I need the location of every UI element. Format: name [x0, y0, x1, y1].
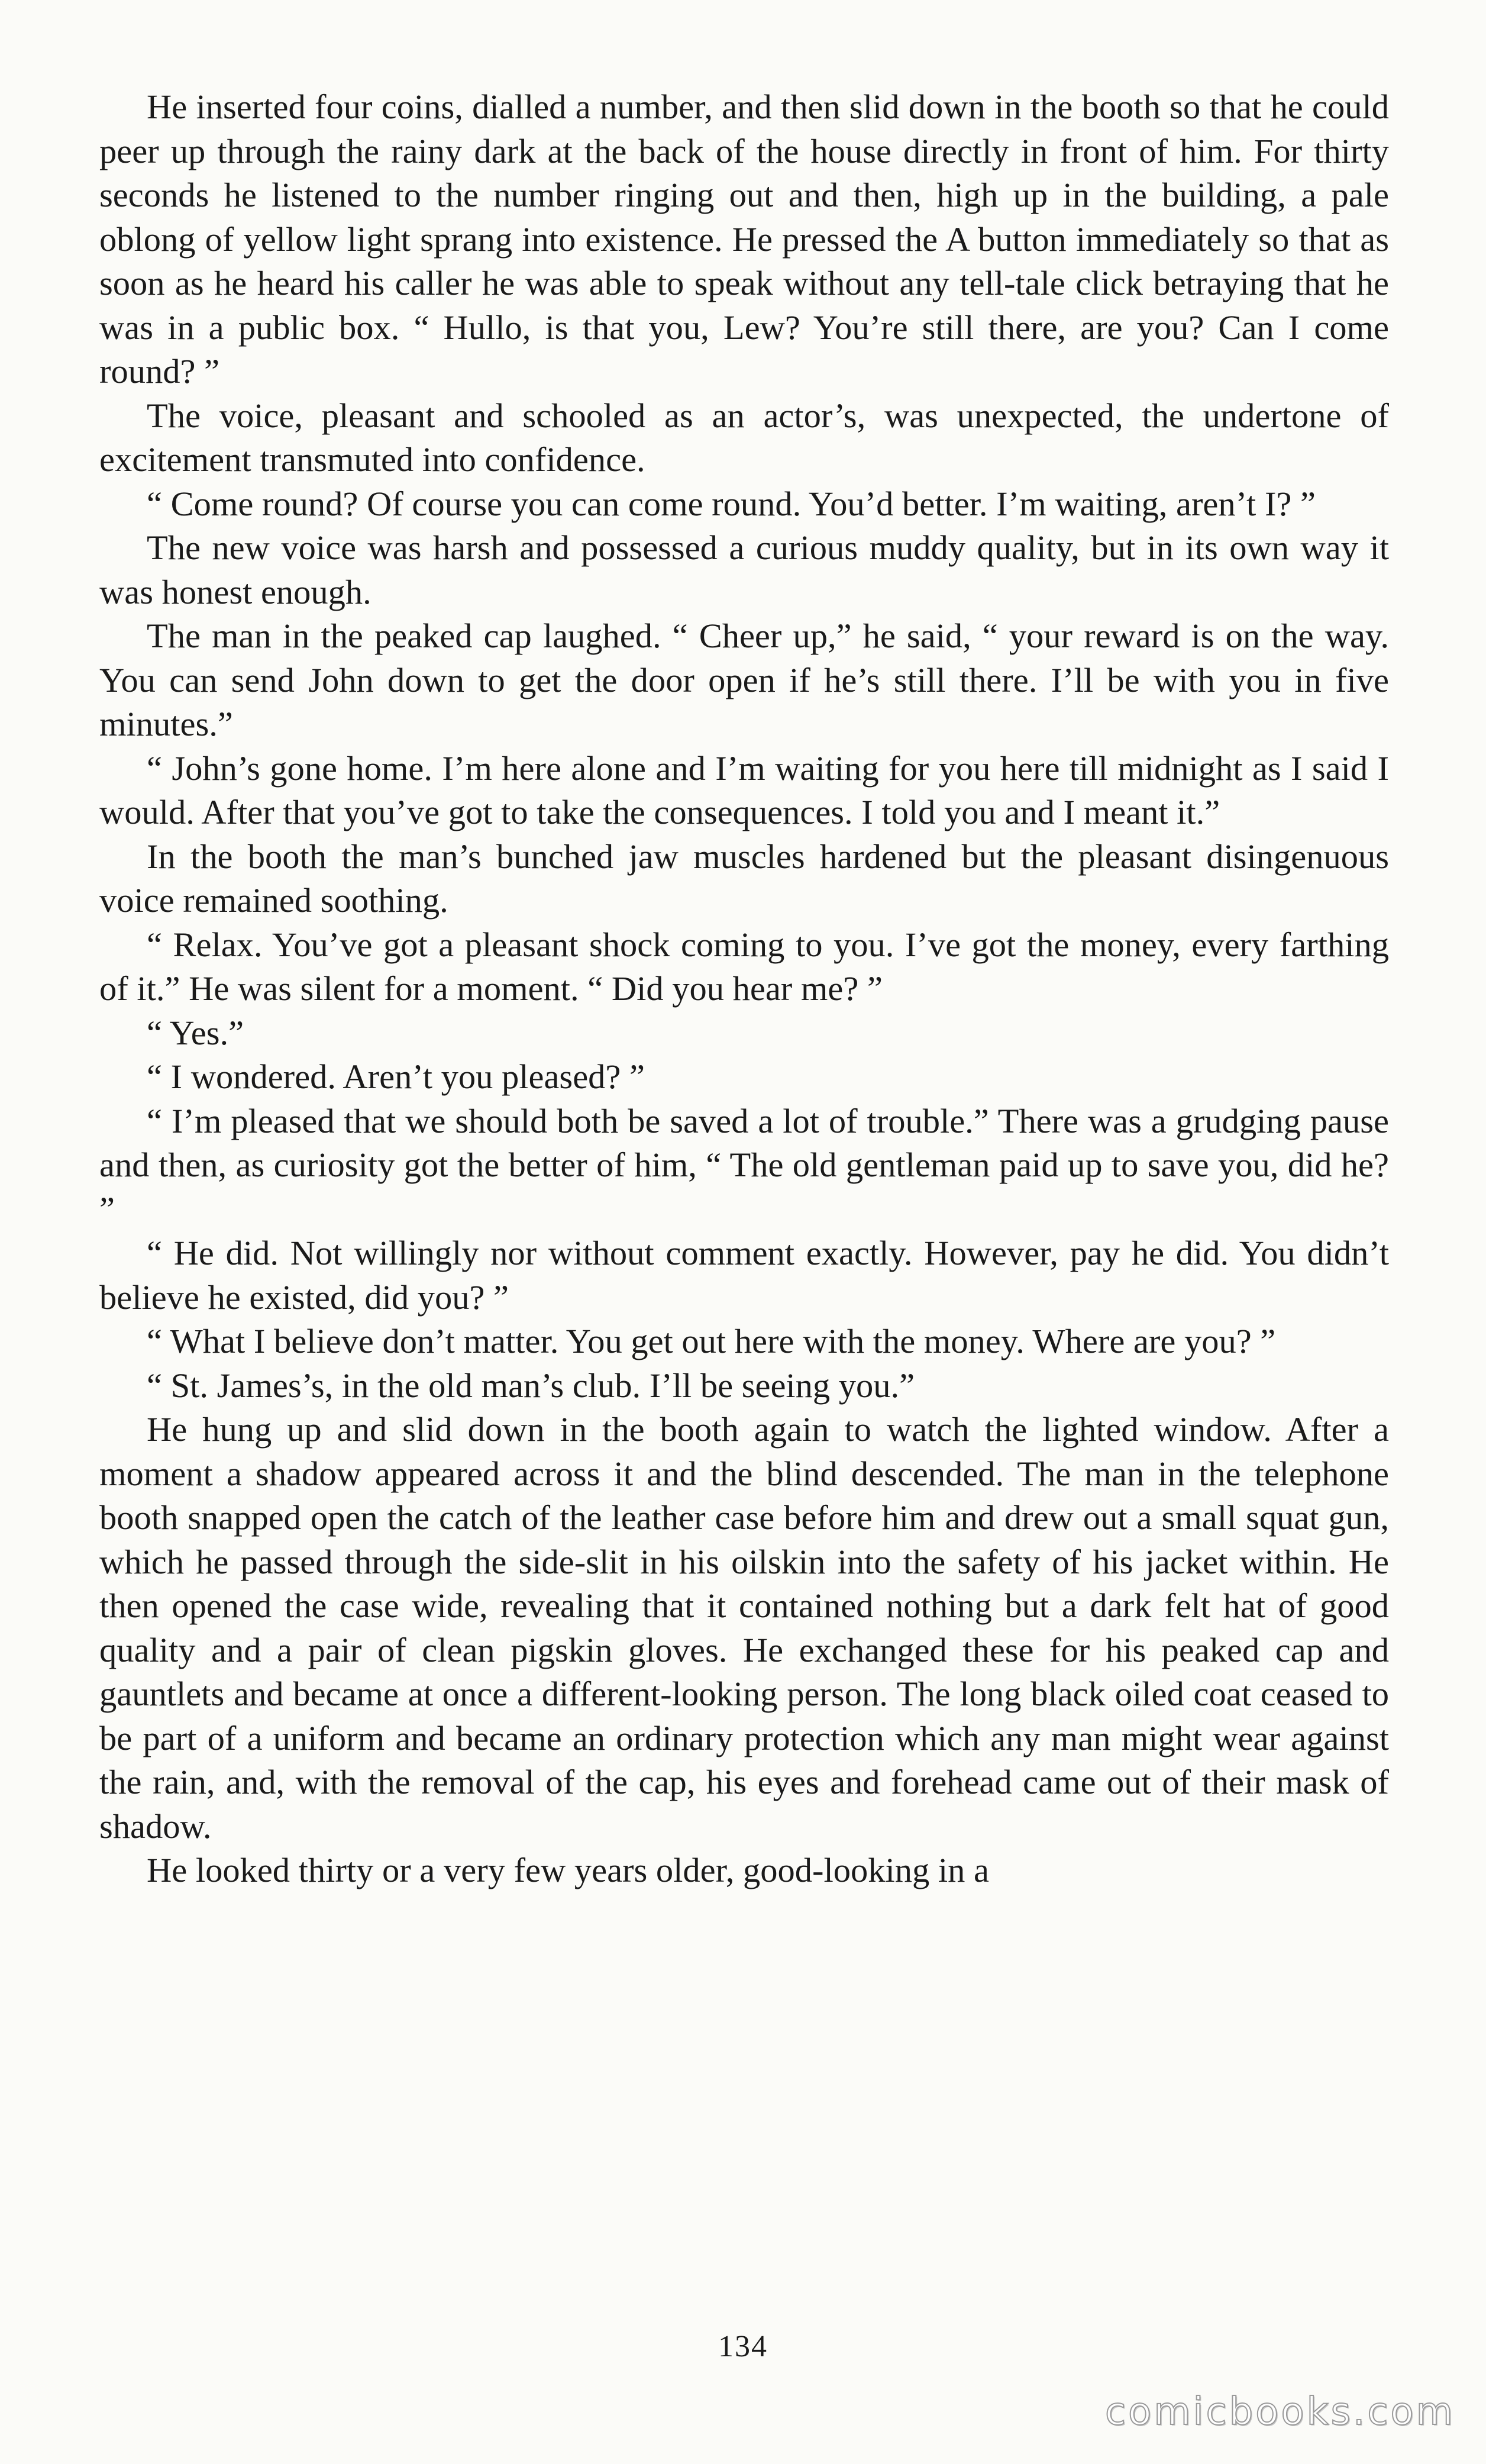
page-number: 134 [718, 2330, 768, 2363]
paragraph: He inserted four coins, dialled a number, and then slid down in the booth so that he could peer up through the rainy dark at the back of the house directly in front of him. For thirty seconds he listened to the number ringing out and then, high up in the building, a pale oblong of yellow light sprang into existence. He pressed the A button immediately so that as soon as he heard his caller he was able to speak without any tell-tale click betraying that he was in a public box. “ Hullo, is that you, Lew? You’re still there, are you? Can I come round? ” [99, 88, 1389, 391]
paragraph: “ John’s gone home. I’m here alone and I’m waiting for you here till midnight as I said I would. After that you’ve got to take the consequences. I told you and I meant it.” [99, 749, 1389, 831]
paragraph: “ Come round? Of course you can come round. You’d better. I’m waiting, aren’t I? ” [147, 484, 1316, 523]
paragraph: “ Yes.” [147, 1013, 244, 1052]
paragraph: He looked thirty or a very few years older, good-looking in a [147, 1851, 989, 1889]
paragraph: In the booth the man’s bunched jaw muscles hardened but the pleasant disingenuous voice remained soothing. [99, 837, 1389, 920]
paragraph: “ I’m pleased that we should both be saved a lot of trouble.” There was a grudging pause and then, as curiosity got the better of him, “ The old gentleman paid up to save you, did he? ” [99, 1101, 1389, 1228]
paragraph: The voice, pleasant and schooled as an actor’s, was unexpected, the undertone of excitement transmuted into confidence. [99, 396, 1389, 479]
paragraph: The man in the peaked cap laughed. “ Cheer up,” he said, “ your reward is on the way. You can send John down to get the door open if he’s still there. I’ll be with you in five minutes.” [99, 617, 1389, 743]
paragraph: “ Relax. You’ve got a pleasant shock coming to you. I’ve got the money, every farthing of it.” He was silent for a moment. “ Did you hear me? ” [99, 925, 1389, 1008]
paragraph: The new voice was harsh and possessed a curious muddy quality, but in its own way it was honest enough. [99, 528, 1389, 611]
paragraph: “ What I believe don’t matter. You get out here with the money. Where are you? ” [147, 1322, 1276, 1360]
paragraph: “ St. James’s, in the old man’s club. I’ll be seeing you.” [147, 1366, 915, 1405]
watermark: comicbooks.com [1104, 2390, 1455, 2434]
paragraph: He hung up and slid down in the booth again to watch the lighted window. After a moment a shadow appeared across it and the blind descended. The man in the telephone booth snapped open the catch of the leather case before him and drew out a small squat gun, which he passed through the side-slit in his oilskin into the safety of his jacket within. He then opened the case wide, revealing that it contained nothing but a dark felt hat of good quality and a pair of clean pigskin gloves. He exchanged these for his peaked cap and gauntlets and became at once a different-looking person. The long black oiled coat ceased to be part of a uniform and became an ordinary protection which any man might wear against the rain, and, with the removal of the cap, his eyes and forehead came out of their mask of shadow. [99, 1410, 1389, 1846]
paragraph: “ I wondered. Aren’t you pleased? ” [147, 1057, 645, 1096]
paragraph: “ He did. Not willingly nor without comment exactly. However, pay he did. You didn’t believe he existed, did you? ” [99, 1234, 1389, 1317]
body-text [99, 85, 1389, 1893]
